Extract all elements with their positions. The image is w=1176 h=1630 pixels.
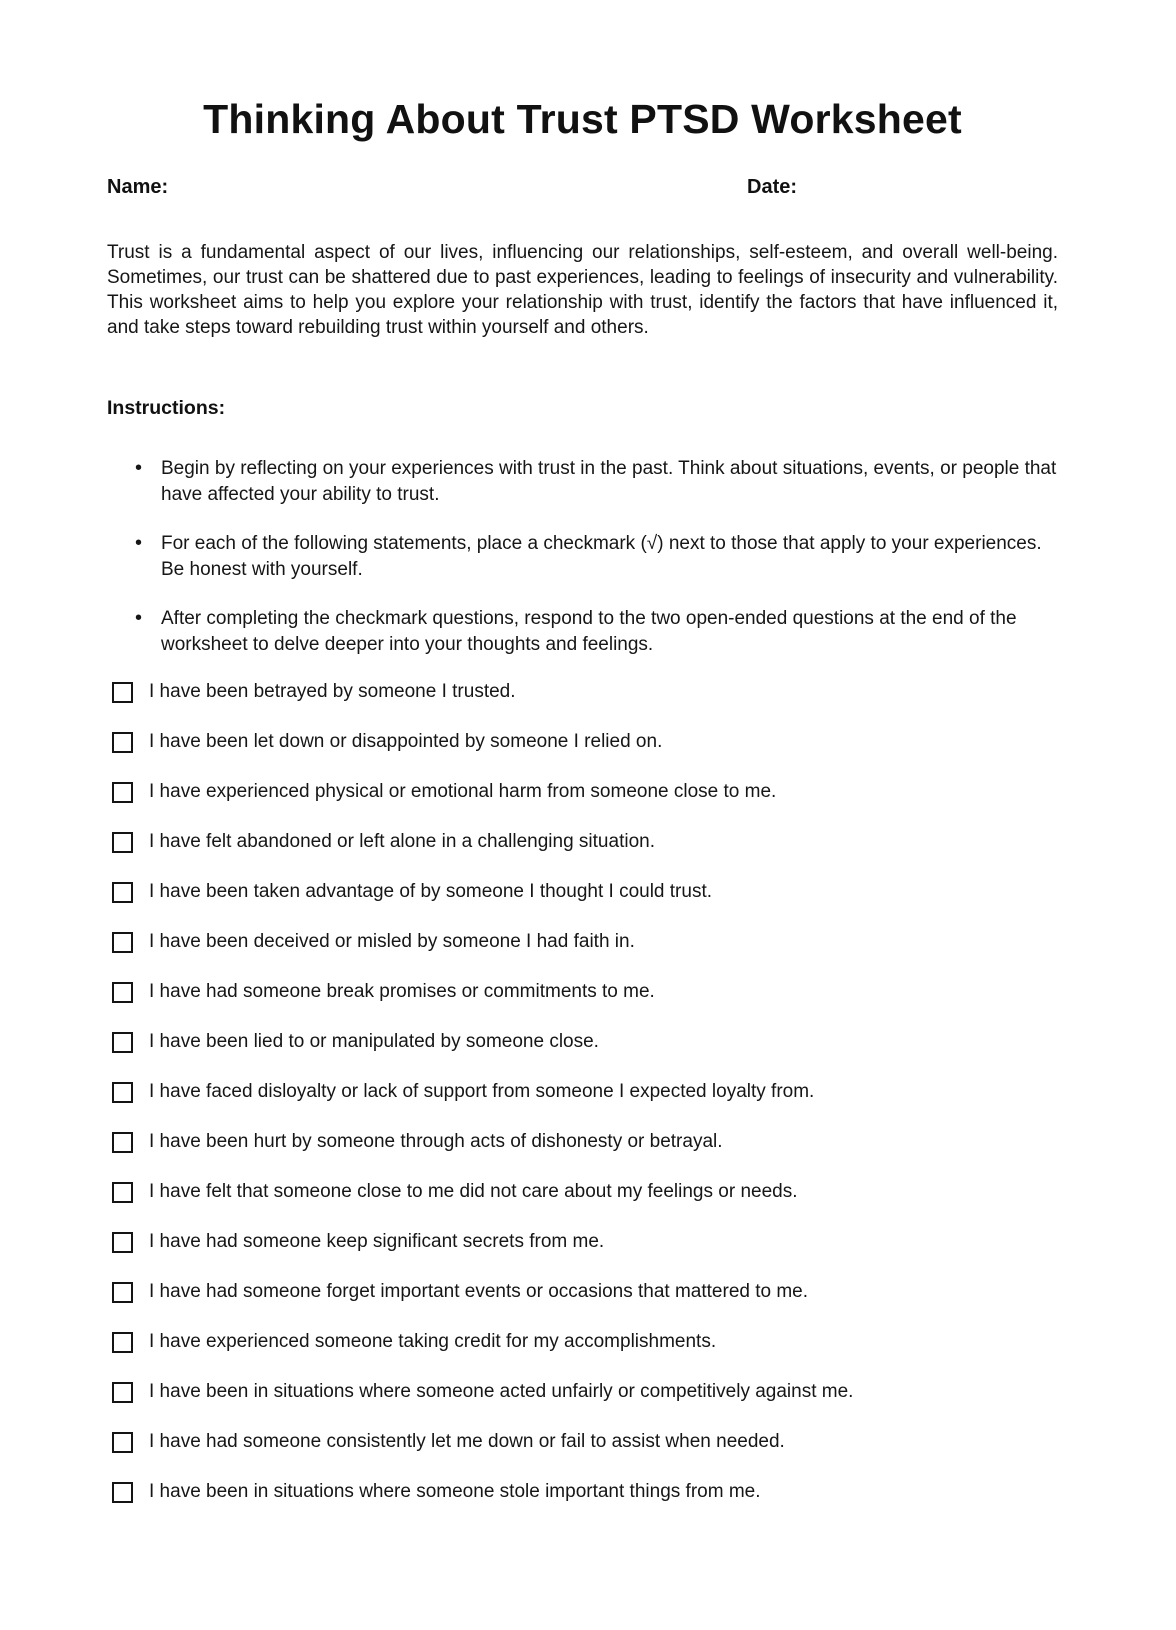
- checkbox[interactable]: [112, 1482, 133, 1503]
- checkbox[interactable]: [112, 1082, 133, 1103]
- checklist-item-label: I have felt that someone close to me did not care about my feelings or needs.: [149, 1181, 798, 1203]
- checkbox[interactable]: [112, 832, 133, 853]
- checkbox[interactable]: [112, 782, 133, 803]
- checkbox[interactable]: [112, 1182, 133, 1203]
- checklist-item-label: I have had someone forget important events or occasions that mattered to me.: [149, 1281, 809, 1303]
- checkbox[interactable]: [112, 1232, 133, 1253]
- checklist-item: [107, 1331, 1058, 1353]
- checklist-item-label: I have had someone consistently let me down or fail to assist when needed.: [149, 1431, 785, 1453]
- instruction-item: • After completing the checkmark questions, respond to the two open-ended questions at the end of the worksheet to delve deeper into your thoughts and feelings.: [107, 606, 1058, 658]
- checklist-item-label: I have been in situations where someone acted unfairly or competitively against me.: [149, 1381, 854, 1403]
- checklist-item: [107, 881, 1058, 903]
- checklist-item-label: I have experienced someone taking credit for my accomplishments.: [149, 1331, 717, 1353]
- checklist-item-label: I have had someone keep significant secrets from me.: [149, 1231, 605, 1253]
- checklist-item-label: I have experienced physical or emotional harm from someone close to me.: [149, 781, 777, 803]
- checklist-item-label: I have been let down or disappointed by someone I relied on.: [149, 731, 663, 753]
- checklist: [107, 681, 1058, 1503]
- checklist-item-label: I have been lied to or manipulated by someone close.: [149, 1031, 599, 1053]
- instructions-list: [107, 456, 1058, 658]
- checklist-item: [107, 1231, 1058, 1253]
- checkbox[interactable]: [112, 1432, 133, 1453]
- checkbox[interactable]: [112, 1382, 133, 1403]
- checklist-item: [107, 1081, 1058, 1103]
- checklist-item-label: I have faced disloyalty or lack of support from someone I expected loyalty from.: [149, 1081, 815, 1103]
- checkbox[interactable]: [112, 882, 133, 903]
- checklist-item: [107, 1431, 1058, 1453]
- name-label: Name:: [107, 176, 169, 199]
- checklist-item-label: I have had someone break promises or commitments to me.: [149, 981, 655, 1003]
- checkbox[interactable]: [112, 932, 133, 953]
- checklist-item-label: I have been hurt by someone through acts of dishonesty or betrayal.: [149, 1131, 723, 1153]
- instruction-item: • For each of the following statements, place a checkmark (√) next to those that apply to your experiences. Be honest with yourself.: [107, 531, 1058, 583]
- checkbox[interactable]: [112, 1332, 133, 1353]
- checklist-item: [107, 931, 1058, 953]
- intro-paragraph: Trust is a fundamental aspect of our lives, influencing our relationships, self-esteem, and overall well-being. Sometimes, our trust can be shattered due to past experiences, leading to feelings of insecurity and vulnerability. This worksheet aims to help you explore your relationship with trust, identify the factors that have influenced it, and take steps toward rebuilding trust within yourself and others.: [107, 242, 1058, 338]
- checklist-item: [107, 781, 1058, 803]
- checklist-item: [107, 831, 1058, 853]
- checkbox[interactable]: [112, 682, 133, 703]
- instruction-item: • Begin by reflecting on your experiences with trust in the past. Think about situations, events, or people that have affected your ability to trust.: [107, 456, 1058, 508]
- checkbox[interactable]: [112, 1282, 133, 1303]
- page-title: Thinking About Trust PTSD Worksheet: [203, 96, 962, 142]
- checklist-item-label: I have felt abandoned or left alone in a challenging situation.: [149, 831, 655, 853]
- checklist-item: [107, 1481, 1058, 1503]
- checkbox[interactable]: [112, 732, 133, 753]
- checklist-item: [107, 981, 1058, 1003]
- date-label: Date:: [747, 176, 798, 199]
- checklist-item: [107, 1031, 1058, 1053]
- checklist-item: [107, 681, 1058, 703]
- name-date-row: [107, 176, 1058, 201]
- checklist-item: [107, 1181, 1058, 1203]
- instructions-heading: Instructions:: [107, 397, 226, 420]
- checklist-item-label: I have been in situations where someone stole important things from me.: [149, 1481, 761, 1503]
- checklist-item-label: I have been taken advantage of by someone I thought I could trust.: [149, 881, 712, 903]
- checkbox[interactable]: [112, 982, 133, 1003]
- checkbox[interactable]: [112, 1032, 133, 1053]
- checklist-item: [107, 1131, 1058, 1153]
- checklist-item: [107, 1281, 1058, 1303]
- checkbox[interactable]: [112, 1132, 133, 1153]
- checklist-item-label: I have been deceived or misled by someone I had faith in.: [149, 931, 635, 953]
- checklist-item: [107, 731, 1058, 753]
- checklist-item-label: I have been betrayed by someone I trusted.: [149, 681, 516, 703]
- checklist-item: [107, 1381, 1058, 1403]
